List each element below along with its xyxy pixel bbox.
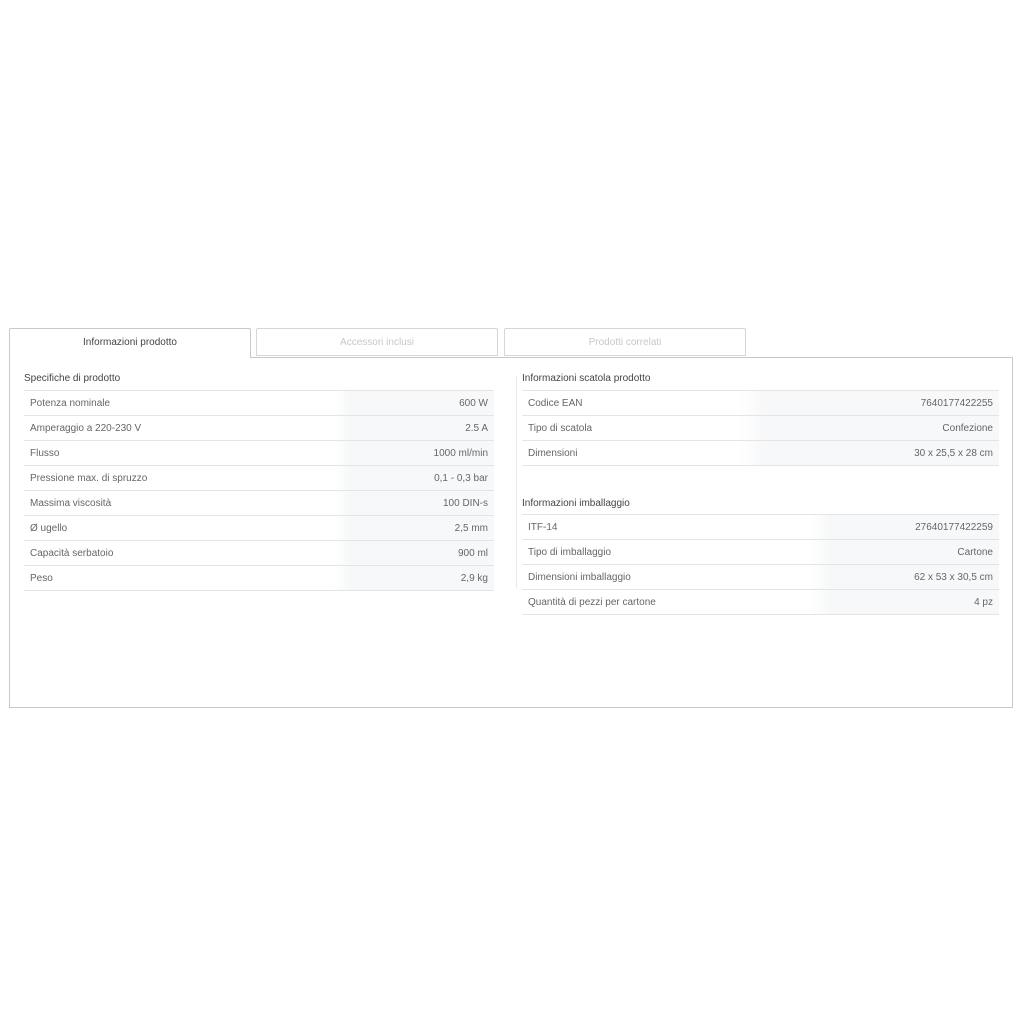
row-value: 4 pz <box>811 590 999 615</box>
table-row <box>24 416 494 441</box>
row-value: 2.5 A <box>334 416 494 441</box>
tab-panel <box>9 357 1013 708</box>
row-value: 600 W <box>334 391 494 416</box>
column-divider <box>516 376 517 588</box>
tab-informazioni-prodotto[interactable]: Informazioni prodotto <box>9 328 251 358</box>
row-label: Dimensioni imballaggio <box>528 571 631 583</box>
row-label: Dimensioni <box>528 447 578 459</box>
row-label: ITF-14 <box>528 521 558 533</box>
row-label: Codice EAN <box>528 397 583 409</box>
table-row <box>522 416 999 441</box>
box-section-title: Informazioni scatola prodotto <box>522 373 651 384</box>
table-row <box>522 590 999 615</box>
table-row <box>522 515 999 540</box>
row-label: Flusso <box>30 447 60 459</box>
row-label: Quantità di pezzi per cartone <box>528 596 656 608</box>
table-row <box>522 441 999 466</box>
row-value: 30 x 25,5 x 28 cm <box>739 441 999 466</box>
row-label: Tipo di scatola <box>528 422 593 434</box>
specs-table <box>24 390 494 591</box>
row-value: 900 ml <box>334 541 494 566</box>
table-row <box>24 566 494 591</box>
row-value: 100 DIN-s <box>334 491 494 516</box>
tab-prodotti-correlati[interactable]: Prodotti correlati <box>504 328 746 356</box>
table-row <box>24 516 494 541</box>
row-value: 7640177422255 <box>739 391 999 416</box>
box-table <box>522 390 999 466</box>
row-value: 1000 ml/min <box>334 441 494 466</box>
row-value: Confezione <box>739 416 999 441</box>
row-label: Potenza nominale <box>30 397 111 409</box>
tab-accessori-inclusi[interactable]: Accessori inclusi <box>256 328 498 356</box>
row-label: Tipo di imballaggio <box>528 546 612 558</box>
table-row <box>522 540 999 565</box>
row-label: Peso <box>30 572 53 584</box>
row-value: 0,1 - 0,3 bar <box>334 466 494 491</box>
row-value: 62 x 53 x 30,5 cm <box>811 565 999 590</box>
table-row <box>522 391 999 416</box>
packaging-section-title: Informazioni imballaggio <box>522 498 630 509</box>
row-label: Pressione max. di spruzzo <box>30 472 148 484</box>
row-value: 2,9 kg <box>334 566 494 591</box>
row-label: Capacità serbatoio <box>30 547 114 559</box>
packaging-table <box>522 514 999 615</box>
table-row <box>24 541 494 566</box>
table-row <box>24 441 494 466</box>
tab-bar <box>9 328 1013 358</box>
row-label: Ø ugello <box>30 522 68 534</box>
table-row <box>24 466 494 491</box>
row-value: 27640177422259 <box>811 515 999 540</box>
table-row <box>24 491 494 516</box>
row-value: Cartone <box>811 540 999 565</box>
table-row <box>24 391 494 416</box>
row-value: 2,5 mm <box>334 516 494 541</box>
row-label: Massima viscosità <box>30 497 112 509</box>
table-row <box>522 565 999 590</box>
row-label: Amperaggio a 220-230 V <box>30 422 142 434</box>
specs-section-title: Specifiche di prodotto <box>24 373 121 384</box>
